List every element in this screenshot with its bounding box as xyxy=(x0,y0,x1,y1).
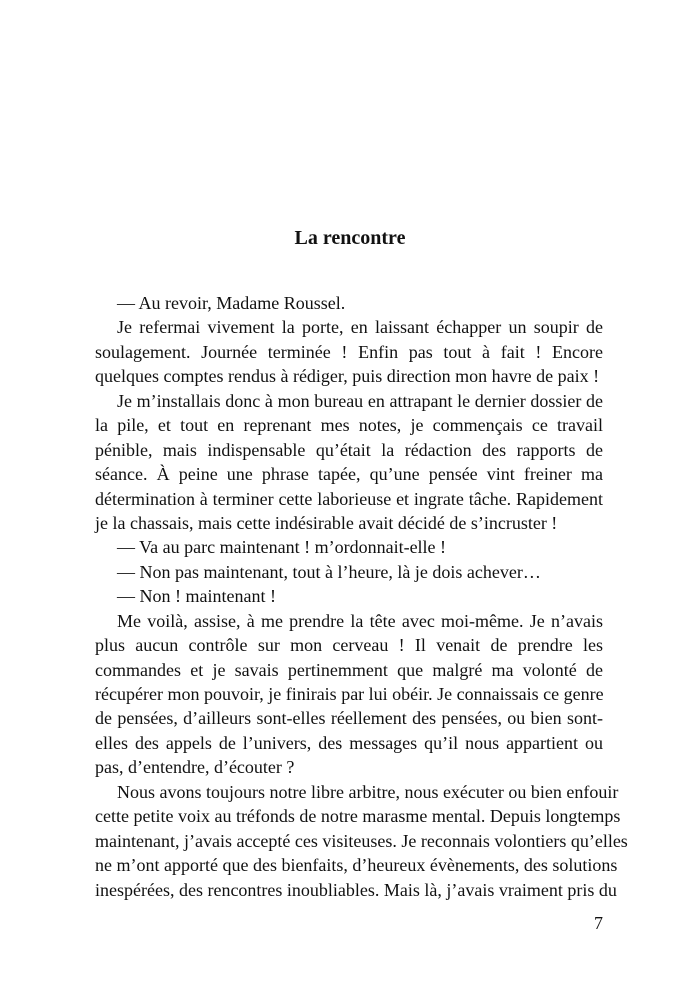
text-line: — Au revoir, Madame Roussel. xyxy=(117,293,346,313)
text-line: commandes et je savais pertinemment que malgré ma volonté de xyxy=(95,659,603,680)
text-line: — Non pas maintenant, tout à l’heure, là je dois achever… xyxy=(117,561,541,582)
text-line: soulagement. Journée terminée ! Enfin pas tout à fait ! Encore xyxy=(95,341,603,362)
text-line: séance. À peine une phrase tapée, qu’une pensée vint freiner ma xyxy=(95,464,603,485)
paragraph xyxy=(95,389,603,536)
text-line: de pensées, d’ailleurs sont-elles réellement des pensées, ou bien sont- xyxy=(95,708,603,729)
text-line: Me voilà, assise, à me prendre la tête avec moi-même. Je n’avais xyxy=(117,610,603,631)
text-line: quelques comptes rendus à rédiger, puis direction mon havre de paix ! xyxy=(95,366,600,387)
text-line: elles des appels de l’univers, des messages qu’il nous appartient ou xyxy=(95,732,603,753)
paragraph xyxy=(95,535,603,559)
text-line: récupérer mon pouvoir, je finirais par lui obéir. Je connaissais ce genre xyxy=(95,684,604,704)
text-line: Je m’installais donc à mon bureau en attrapant le dernier dossier de xyxy=(117,390,603,411)
paragraph xyxy=(95,584,603,608)
paragraph xyxy=(95,560,603,584)
body-text xyxy=(95,291,628,902)
text-line: cette petite voix au tréfonds de notre marasme mental. Depuis longtemps xyxy=(95,806,621,827)
paragraph xyxy=(95,780,628,902)
text-line: détermination à terminer cette laborieuse et ingrate tâche. Rapidement xyxy=(95,488,603,509)
paragraph xyxy=(95,609,603,780)
text-line: inespérées, des rencontres inoubliables. Mais là, j’avais vraiment pris du xyxy=(95,879,617,900)
paragraph xyxy=(95,291,603,315)
text-line: — Va au parc maintenant ! m’ordonnait-elle ! xyxy=(117,537,447,558)
text-line: — Non ! maintenant ! xyxy=(117,586,276,607)
text-line: Je refermai vivement la porte, en laissant échapper un soupir de xyxy=(117,317,603,338)
text-line: pénible, mais indispensable qu’était la rédaction des rapports de xyxy=(95,439,603,460)
text-line: maintenant, j’avais accepté ces visiteuses. Je reconnais volontiers qu’elles xyxy=(95,830,628,851)
chapter-title: La rencontre xyxy=(294,227,406,249)
page-number: 7 xyxy=(594,913,603,933)
text-line: Nous avons toujours notre libre arbitre, nous exécuter ou bien enfouir xyxy=(117,781,619,802)
paragraph xyxy=(95,315,603,388)
text-line: plus aucun contrôle sur mon cerveau ! Il venait de prendre les xyxy=(95,635,603,656)
text-line: pas, d’entendre, d’écouter ? xyxy=(95,757,295,778)
text-line: ne m’ont apporté que des bienfaits, d’heureux évènements, des solutions xyxy=(95,855,618,876)
text-line: la pile, et tout en reprenant mes notes, je commençais ce travail xyxy=(95,415,603,436)
text-line: je la chassais, mais cette indésirable avait décidé de s’incruster ! xyxy=(95,512,558,533)
